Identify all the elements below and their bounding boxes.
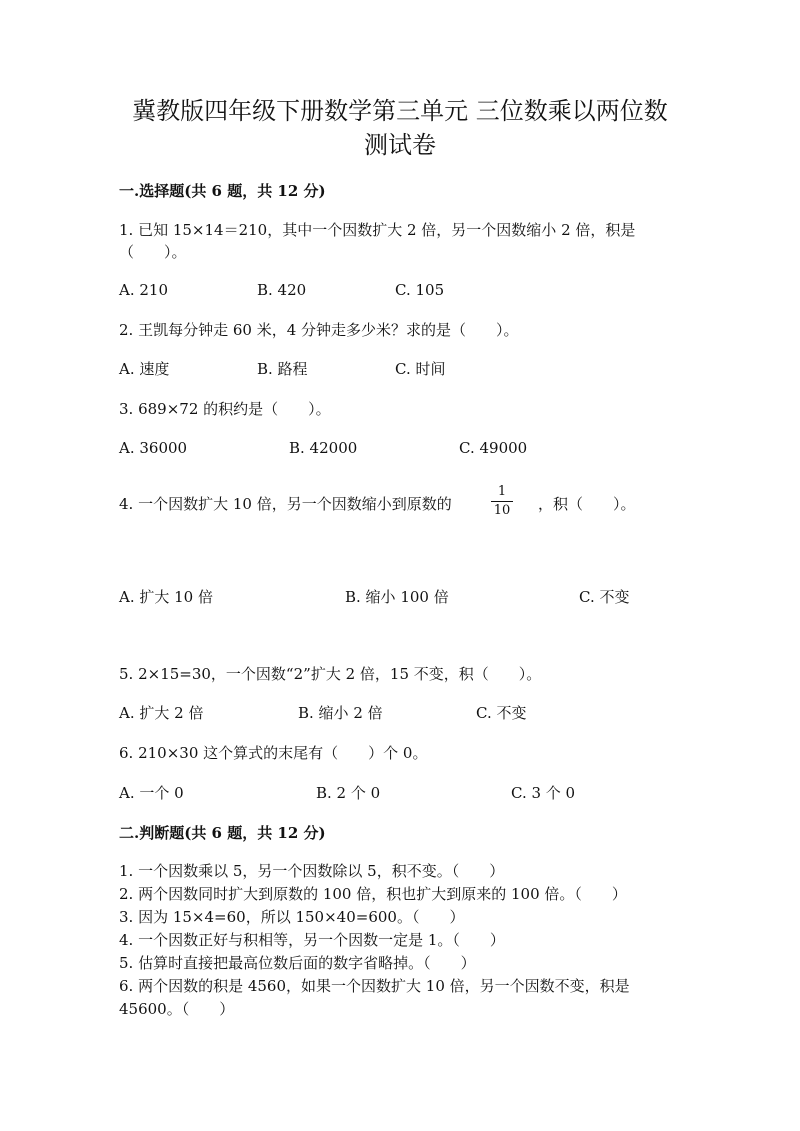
judgment-item-3: 3. 因为 15×4=60，所以 150×40=600。（ ） [119,908,465,926]
judgment-item-5: 5. 估算时直接把最高位数后面的数字省略掉。（ ） [119,954,476,972]
page-title-line2: 测试卷 [364,131,436,159]
q1-option-c[interactable]: C. 105 [395,281,445,299]
question-4-text-after: ，积（ ）。 [538,495,636,513]
judgment-item-1: 1. 一个因数乘以 5，另一个因数除以 5，积不变。（ ） [119,862,505,880]
q5-option-a[interactable]: A. 扩大 2 倍 [119,704,204,722]
q5-option-b[interactable]: B. 缩小 2 倍 [298,704,383,722]
q4-option-a[interactable]: A. 扩大 10 倍 [119,588,213,606]
judgment-item-2: 2. 两个因数同时扩大到原数的 100 倍，积也扩大到原来的 100 倍。（ ） [119,885,627,903]
judgment-item-6-cont: 45600。（ ） [119,1000,235,1018]
q2-option-c[interactable]: C. 时间 [395,360,446,378]
question-4-text: 4. 一个因数扩大 10 倍，另一个因数缩小到原数的 [119,495,452,513]
q3-option-a[interactable]: A. 36000 [119,439,188,457]
q6-option-c[interactable]: C. 3 个 0 [511,784,576,802]
fraction-one-tenth [491,485,513,518]
q6-option-b[interactable]: B. 2 个 0 [316,784,381,802]
question-5-text: 5. 2×15=30，一个因数“2”扩大 2 倍，15 不变，积（ ）。 [119,665,542,683]
fraction-bar [491,501,513,502]
q1-option-b[interactable]: B. 420 [257,281,307,299]
q5-option-c[interactable]: C. 不变 [476,704,527,722]
question-3-text: 3. 689×72 的积约是（ ）。 [119,400,331,418]
section-heading-choice: 一.选择题(共 6 题，共 12 分) [119,182,326,200]
q4-option-b[interactable]: B. 缩小 100 倍 [345,588,449,606]
page-title-line1: 冀教版四年级下册数学第三单元 三位数乘以两位数 [132,97,668,125]
question-2-text: 2. 王凯每分钟走 60 米，4 分钟走多少米？求的是（ ）。 [119,321,519,339]
q3-option-b[interactable]: B. 42000 [289,439,358,457]
q1-option-a[interactable]: A. 210 [119,281,168,299]
question-1-text-cont: （ ）。 [119,243,187,261]
question-1-text: 1. 已知 15×14＝210，其中一个因数扩大 2 倍，另一个因数缩小 2 倍，积是 [119,221,636,239]
q2-option-b[interactable]: B. 路程 [257,360,308,378]
q3-option-c[interactable]: C. 49000 [459,439,528,457]
q4-option-c[interactable]: C. 不变 [579,588,630,606]
fraction-numerator: 1 [497,484,507,499]
judgment-item-6: 6. 两个因数的积是 4560，如果一个因数扩大 10 倍，另一个因数不变，积是 [119,977,630,995]
fraction-denominator: 10 [493,503,511,518]
q6-option-a[interactable]: A. 一个 0 [119,784,184,802]
section-heading-judgment: 二.判断题(共 6 题，共 12 分) [119,824,326,842]
judgment-item-4: 4. 一个因数正好与积相等，另一个因数一定是 1。（ ） [119,931,505,949]
q2-option-a[interactable]: A. 速度 [119,360,170,378]
question-6-text: 6. 210×30 这个算式的末尾有（ ）个 0。 [119,744,428,762]
